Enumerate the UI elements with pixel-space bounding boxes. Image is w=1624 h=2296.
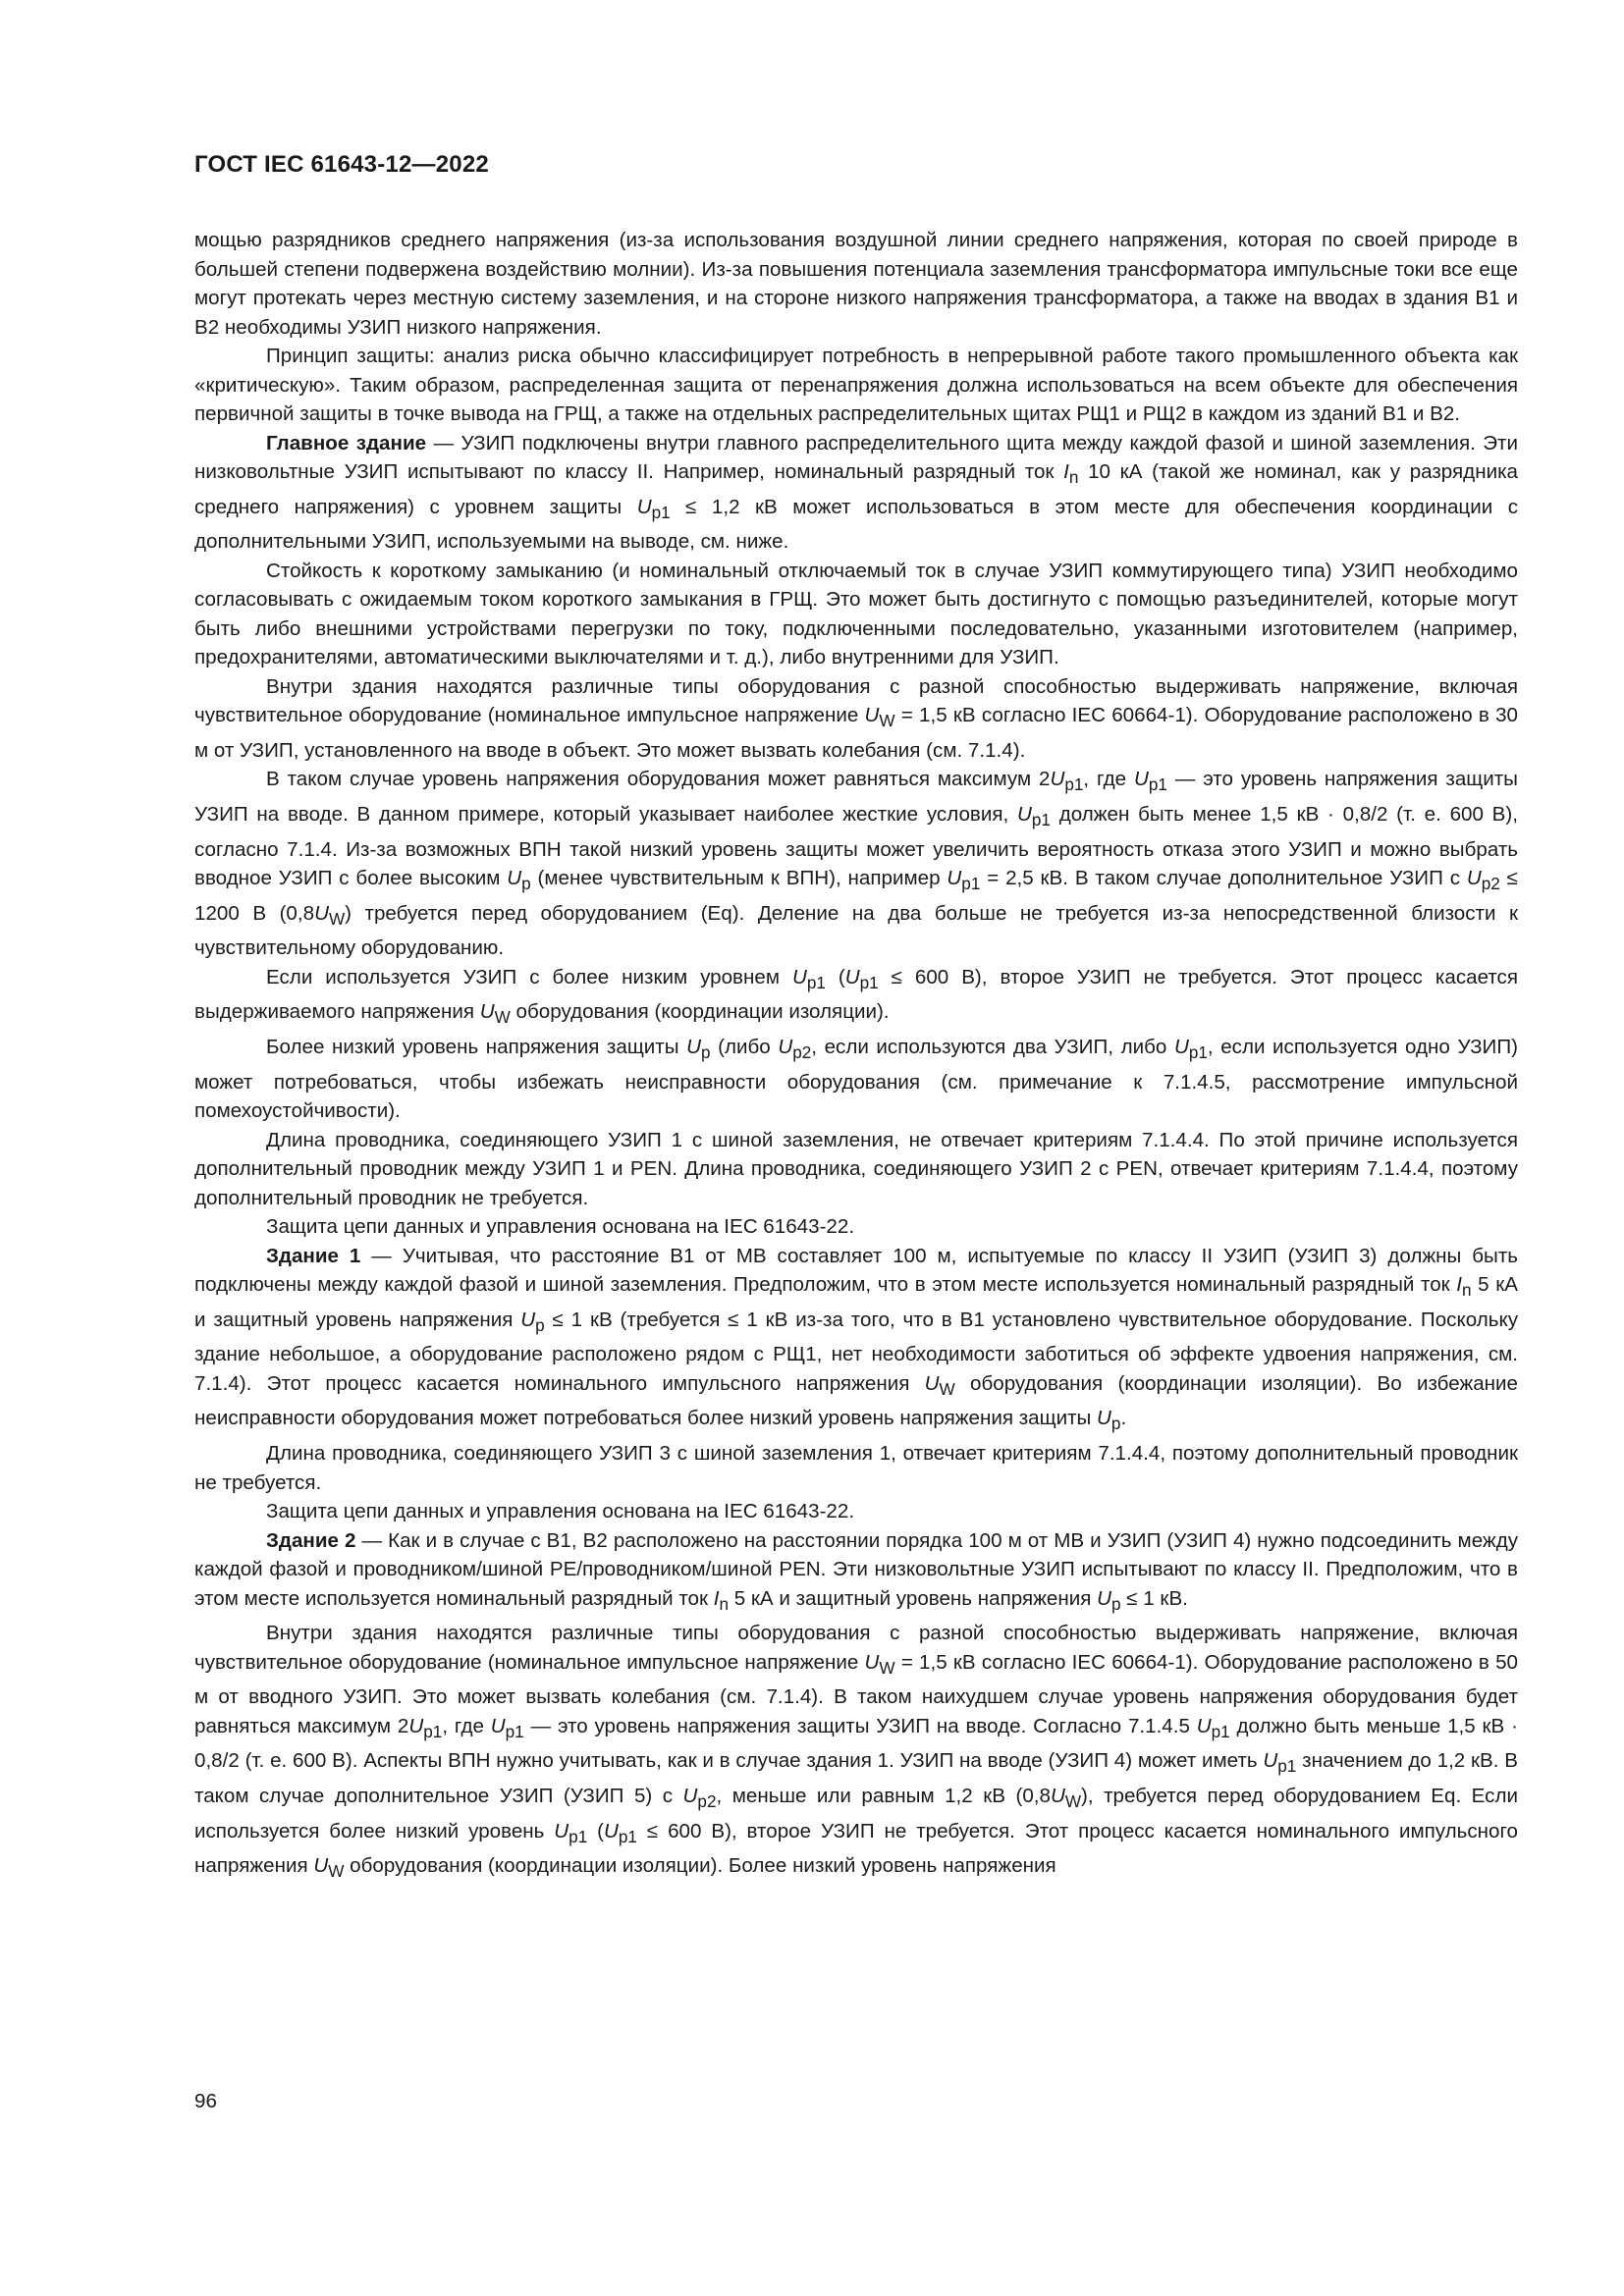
page-number: 96 [194,2090,217,2112]
paragraph-text: — Учитывая, что расстояние В1 от МВ составляет 100 м, испытуемые по классу II УЗИП (УЗИП 3) должны быть подключены между каждой фазой и шиной заземления. Предположим, что в этом месте используется номинальный разрядный ток $I_n$ 5 кА и защитный уровень напряжения $U_p \le 1$ кВ (требуется ≤ 1 кВ из-за того, что в В1 установлено чувствительное оборудование. Поскольку здание небольшое, а оборудование расположено рядом с РЩ1, нет необходимости заботиться об эффекте удвоения напряжения, см. 7.1.4). Этот процесс касается номинального импульсного напряжения $U_W$ оборудования (координации изоляции). Во избежание неисправности оборудования может потребоваться более низкий уровень напряжения защиты $U_p$. [194,1244,1519,1434]
paragraph-text: Длина проводника, соединяющего УЗИП 1 с шиной заземления, не отвечает критериям 7.1.4.4. По этой причине используется дополнительный проводник между УЗИП 1 и PEN. Длина проводника, соединяющего УЗИП 2 с PEN, отвечает критериям 7.1.4.4, поэтому дополнительный проводник не требуется. [194,1128,1518,1209]
paragraph-text: Стойкость к короткому замыканию (и номинальный отключаемый ток в случае УЗИП коммутирующего типа) УЗИП необходимо согласовывать с ожидаемым током короткого замыкания в ГРЩ. Это может быть достигнуто с помощью разъединителей, которые могут быть либо внешними устройствами перегрузки по току, подключенными последовательно, указанными изготовителем (например, предохранителями, автоматическими выключателями и т. д.), либо внутренними для УЗИП. [194,559,1518,669]
body-paragraph [194,1526,1518,1620]
body-paragraph [194,1439,1518,1497]
document-body [194,226,1518,1887]
paragraph-text: Внутри здания находятся различные типы оборудования с разной способностью выдерживать напряжение, включая чувствительное оборудование (номинальное импульсное напряжение $U_W = 1,5$ кВ согласно IEC 60664-1). Оборудование расположено в 30 м от УЗИП, установленного на вводе в объект. Это может вызвать колебания (см. 7.1.4). [194,674,1518,762]
body-paragraph [194,557,1518,672]
body-paragraph [194,226,1518,342]
paragraph-text: В таком случае уровень напряжения оборудования может равняться максимум $2U_{p1}$, где $U_{p1}$ — это уровень напряжения защиты УЗИП на вводе. В данном примере, который указывает наиболее жесткие условия, $U_{p1}$ должен быть менее 1,5 кВ · 0,8/2 (т. е. 600 В), согласно 7.1.4. Из-за возможных ВПН такой низкий уровень защиты может увеличить вероятность отказа этого УЗИП и можно выбрать вводное УЗИП с более высоким $U_p$ (менее чувствительным к ВПН), например $U_{p1} = 2,5$ кВ. В таком случае дополнительное УЗИП с $U_{p2} \le 1200$ В $(0,8U_W)$ требуется перед оборудованием (Eq). Деление на два больше не требуется из-за непосредственной близости к чувствительному оборудованию. [194,768,1518,960]
paragraph-text: Защита цепи данных и управления основана на IEC 61643-22. [266,1215,855,1239]
paragraph-text: мощью разрядников среднего напряжения (из-за использования воздушной линии среднего напряжения, которая по своей природе в большей степени подвержена воздействию молнии). Из-за повышения потенциала заземления трансформатора импульсные токи все еще могут протекать через местную систему заземления, и на стороне низкого напряжения трансформатора, а также на вводах в здания В1 и В2 необходимы УЗИП низкого напряжения. [194,229,1518,339]
paragraph-lead-term: Здание 2 [266,1528,356,1552]
paragraph-text: — УЗИП подключены внутри главного распределительного щита между каждой фазой и шиной заземления. Эти низковольтные УЗИП испытывают по классу II. Например, номинальный разрядный ток $I_n$ 10 кА (такой же номинал, как у разрядника среднего напряжения) с уровнем защиты $U_{p1} \le 1,2$ кВ может использоваться в этом месте для обеспечения координации с дополнительными УЗИП, используемыми на выводе, см. ниже. [194,431,1519,554]
paragraph-text: Длина проводника, соединяющего УЗИП 3 с шиной заземления 1, отвечает критериям 7.1.4.4, поэтому дополнительный проводник не требуется. [194,1442,1518,1494]
page-header: ГОСТ IEC 61643-12—2022 [194,151,489,178]
paragraph-text: — Как и в случае с В1, В2 расположено на расстоянии порядка 100 м от МВ и УЗИП (УЗИП 4) нужно подсоединить между каждой фазой и проводником/шиной PE/проводником/шиной PEN. Эти низковольтные УЗИП испытывают по классу II. Предположим, что в этом месте используется номинальный разрядный ток $I_n$ 5 кА и защитный уровень напряжения $U_p \le 1$ кВ. [194,1528,1519,1614]
paragraph-text: Защита цепи данных и управления основана на IEC 61643-22. [266,1500,855,1523]
body-paragraph [194,1212,1518,1242]
paragraph-lead-term: Здание 1 [266,1244,361,1267]
body-paragraph [194,1242,1518,1439]
paragraph-text: Более низкий уровень напряжения защиты $U_p$ (либо $U_{p2}$, если используются два УЗИП, либо $U_{p1}$, если используется одно УЗИП) может потребоваться, чтобы избежать неисправности оборудования (см. примечание к 7.1.4.5, рассмотрение импульсной помехоустойчивости). [194,1035,1518,1123]
body-paragraph [194,429,1518,557]
body-paragraph [194,765,1518,962]
body-paragraph [194,1497,1518,1526]
body-paragraph [194,342,1518,429]
body-paragraph [194,1126,1518,1213]
paragraph-text: Принцип защиты: анализ риска обычно классифицирует потребность в непрерывной работе такого промышленного объекта как «критическую». Таким образом, распределенная защита от перенапряжения должна использоваться на всем объекте для обеспечения первичной защиты в точке вывода на ГРЩ, а также на отдельных распределительных щитах РЩ1 и РЩ2 в каждом из зданий В1 и В2. [194,345,1518,425]
body-paragraph [194,1619,1518,1887]
paragraph-lead-term: Главное здание [266,431,427,454]
paragraph-text: Если используется УЗИП с более низким уровнем $U_{p1}$ ($U_{p1} \le 600$ В), второе УЗИП не требуется. Этот процесс касается выдерживаемого напряжения $U_W$ оборудования (координации изоляции). [194,965,1518,1028]
body-paragraph [194,963,1518,1033]
body-paragraph [194,1033,1518,1126]
paragraph-text: Внутри здания находятся различные типы оборудования с разной способностью выдерживать напряжение, включая чувствительное оборудование (номинальное импульсное напряжение $U_W = 1,5$ кВ согласно IEC 60664-1). Оборудование расположено в 50 м от вводного УЗИП. Это может вызвать колебания (см. 7.1.4). В таком наихудшем случае уровень напряжения оборудования будет равняться максимум $2U_{p1}$, где $U_{p1}$ — это уровень напряжения защиты УЗИП на вводе. Согласно 7.1.4.5 $U_{p1}$ должно быть меньше 1,5 кВ · 0,8/2 (т. е. 600 В). Аспекты ВПН нужно учитывать, как и в случае здания 1. УЗИП на вводе (УЗИП 4) может иметь $U_{p1}$ значением до 1,2 кВ. В таком случае дополнительное УЗИП (УЗИП 5) с $U_{p2}$, меньше или равным 1,2 кВ $(0,8U_W)$, требуется перед оборудованием Eq. Если используется более низкий уровень $U_{p1}$ ($U_{p1} \le 600$ В), второе УЗИП не требуется. Этот процесс касается номинального импульсного напряжения $U_W$ оборудования (координации изоляции). Более низкий уровень напряжения [194,1622,1518,1882]
body-paragraph [194,672,1518,766]
